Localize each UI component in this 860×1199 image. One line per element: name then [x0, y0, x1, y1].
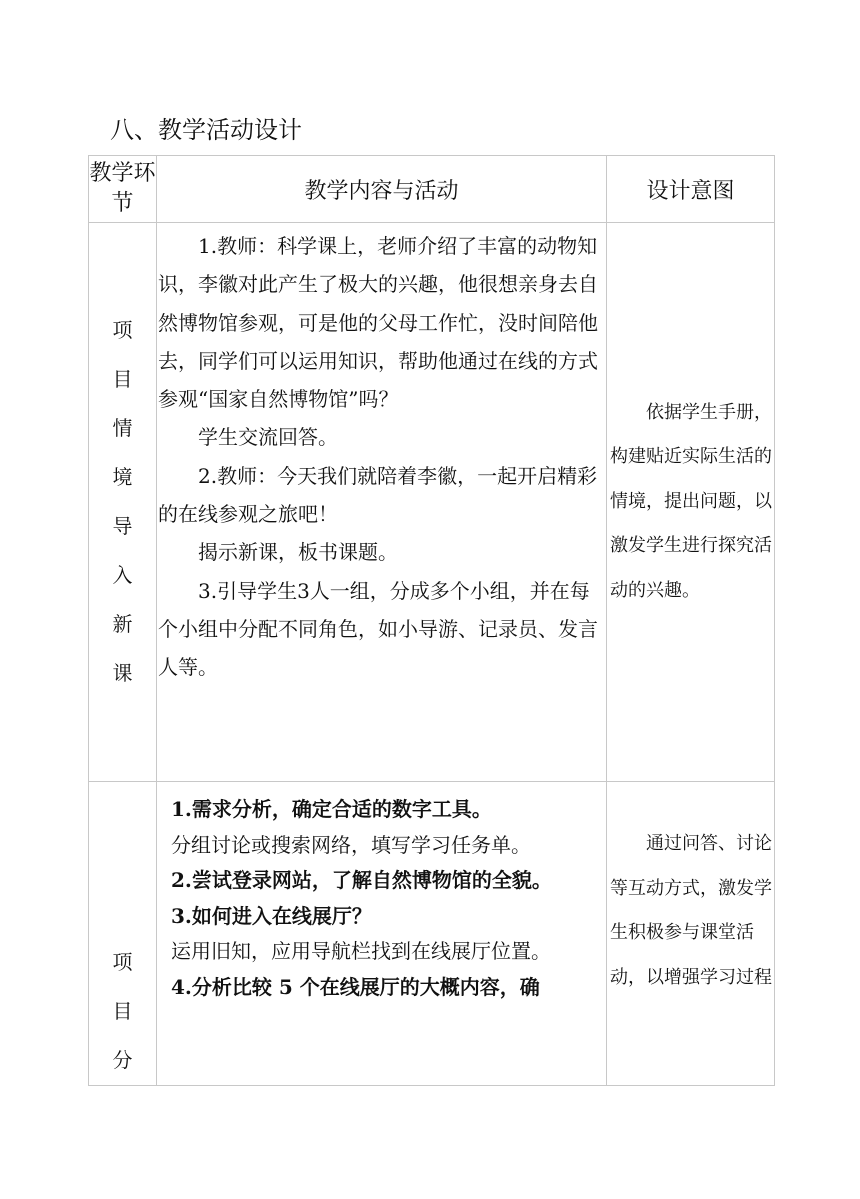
- row-intent: [607, 782, 775, 1086]
- section-heading: 八、教学活动设计: [110, 116, 302, 144]
- content-paragraph: 学生交流回答。: [198, 425, 338, 450]
- section-char: 新: [112, 612, 133, 636]
- section-char: 项: [112, 950, 133, 974]
- section-char: 境: [112, 465, 133, 489]
- section-char: 入: [112, 563, 133, 587]
- content-paragraph: 分组讨论或搜索网络，填写学习任务单。: [171, 832, 531, 857]
- row-intent: [607, 223, 775, 782]
- row-content: [157, 223, 607, 782]
- content-paragraph: 运用旧知，应用导航栏找到在线展厅位置。: [171, 939, 551, 963]
- section-char: 目: [112, 999, 133, 1023]
- header-content: 教学内容与活动: [157, 156, 607, 223]
- section-char: 课: [112, 661, 133, 685]
- content-paragraph: 2.教师：今天我们就陪着李徽，一起开启精彩的在线参观之旅吧！: [158, 463, 598, 527]
- content-paragraph: 3.引导学生3人一组，分成多个小组，并在每个小组中分配不同角色，如小导游、记录员、发言人等。: [158, 578, 598, 680]
- header-intent: 设计意图: [607, 156, 775, 223]
- row-section-label: [89, 223, 157, 782]
- row-section-label: [89, 782, 157, 1086]
- intent-text: 依据学生手册，构建贴近实际生活的情境，提出问题，以激发学生进行探究活动的兴趣。: [610, 401, 772, 601]
- table-row: [89, 223, 775, 782]
- content-paragraph: 3.如何进入在线展厅？: [171, 903, 372, 928]
- activity-design-table: [88, 155, 775, 1086]
- section-char: 情: [112, 416, 133, 440]
- content-paragraph: 1.需求分析，确定合适的数字工具。: [171, 797, 492, 821]
- intent-text: 通过问答、讨论等互动方式，激发学生积极参与课堂活动，以增强学习过程: [610, 833, 772, 988]
- table-header-row: [89, 156, 775, 223]
- section-char: 项: [112, 318, 133, 342]
- row-content: [157, 782, 607, 1086]
- section-char: 分: [112, 1048, 133, 1072]
- content-paragraph: 2.尝试登录网站，了解自然博物馆的全貌。: [171, 868, 552, 892]
- content-paragraph: 4.分析比较 5 个在线展厅的大概内容，确: [171, 974, 540, 999]
- header-section: 教学环节: [89, 156, 157, 223]
- table-row: [89, 782, 775, 1086]
- section-char: 导: [112, 514, 133, 538]
- content-paragraph: 1.教师：科学课上，老师介绍了丰富的动物知识，李徽对此产生了极大的兴趣，他很想亲身去自然博物馆参观，可是他的父母工作忙，没时间陪他去，同学们可以运用知识，帮助他通过在线的方式参观“国家自然博物馆”吗？: [158, 234, 598, 412]
- section-char: 目: [112, 367, 133, 391]
- content-paragraph: 揭示新课，板书课题。: [198, 540, 398, 565]
